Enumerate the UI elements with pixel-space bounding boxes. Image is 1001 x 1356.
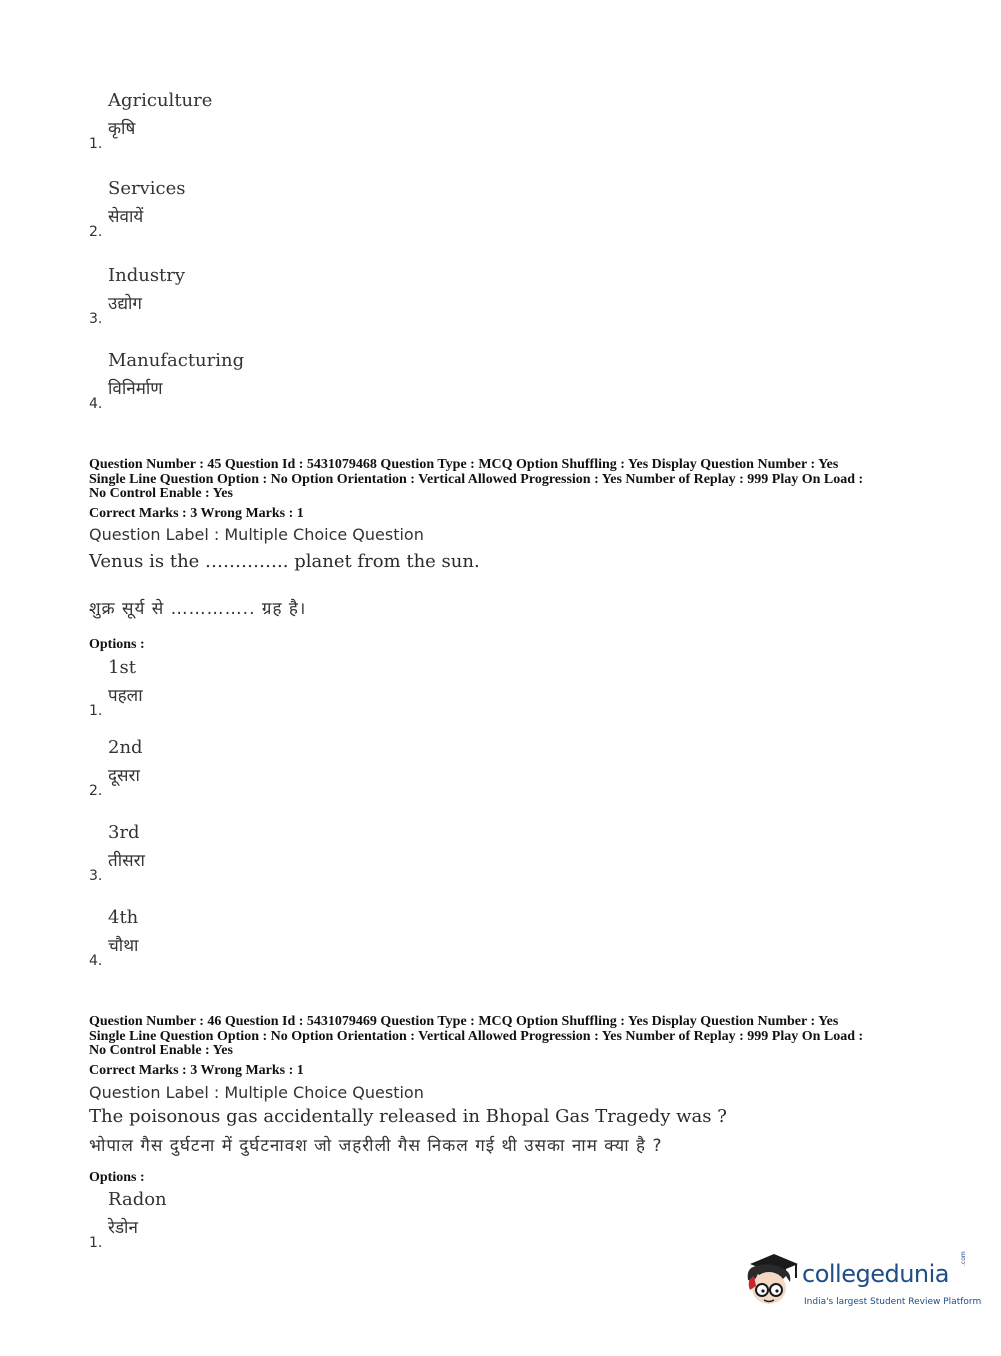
option-text-en: Agriculture: [108, 90, 213, 111]
option-text-hi: दूसरा: [108, 766, 140, 786]
option-number: 3.: [89, 868, 103, 884]
question-46-meta: [89, 1015, 919, 1059]
meta-line: No Control Enable : Yes: [89, 1043, 233, 1058]
question-45-text-en: Venus is the ………….. planet from the sun.: [89, 551, 480, 572]
option-text-hi: कृषि: [108, 119, 136, 139]
logo-com-text: .com: [960, 1251, 967, 1266]
question-46-label: Question Label : Multiple Choice Question: [89, 1083, 424, 1102]
question-46-text-en: The poisonous gas accidentally released in Bhopal Gas Tragedy was ?: [89, 1106, 727, 1127]
option-1[interactable]: [88, 90, 488, 160]
option-text-hi: चौथा: [108, 936, 139, 956]
question-46-option-1[interactable]: [88, 1189, 488, 1259]
logo-brand-text: collegedunia: [802, 1260, 950, 1288]
meta-line: Question Number : 46 Question Id : 5431079469 Question Type : MCQ Option Shuffling : Yes Display Question Number : Yes: [89, 1014, 839, 1029]
question-46-text-hi: भोपाल गैस दुर्घटना में दुर्घटनावश जो जहरीली गैस निकल गई थी उसका नाम क्या है ?: [89, 1136, 663, 1156]
option-text-en: 4th: [108, 907, 139, 928]
option-number: 1.: [89, 703, 103, 719]
option-text-hi: सेवायें: [108, 207, 144, 227]
meta-line: No Control Enable : Yes: [89, 486, 233, 501]
question-45-option-3[interactable]: [88, 822, 488, 892]
question-46-options-label: Options :: [89, 1170, 145, 1185]
option-number: 4.: [89, 953, 103, 969]
option-text-en: 3rd: [108, 822, 140, 843]
option-text-hi: विनिर्माण: [108, 379, 163, 399]
option-number: 3.: [89, 311, 103, 327]
option-number: 1.: [89, 136, 103, 152]
question-45-option-2[interactable]: [88, 737, 488, 807]
option-text-hi: उद्योग: [108, 294, 142, 314]
option-text-en: 2nd: [108, 737, 143, 758]
option-2[interactable]: [88, 178, 488, 248]
option-number: 2.: [89, 783, 103, 799]
option-3[interactable]: [88, 265, 488, 335]
option-text-en: Industry: [108, 265, 186, 286]
question-45-label: Question Label : Multiple Choice Question: [89, 525, 424, 544]
question-45-meta: [89, 458, 919, 502]
question-45-option-4[interactable]: [88, 907, 488, 977]
option-number: 2.: [89, 224, 103, 240]
logo-tagline: India's largest Student Review Platform: [804, 1297, 982, 1307]
option-text-hi: रेडोन: [108, 1218, 138, 1238]
question-45-option-1[interactable]: [88, 657, 488, 727]
mascot-graduate-icon: [742, 1250, 800, 1312]
option-text-hi: तीसरा: [108, 851, 145, 871]
question-45-options-label: Options :: [89, 637, 145, 652]
question-46-marks: Correct Marks : 3 Wrong Marks : 1: [89, 1063, 304, 1078]
collegedunia-logo[interactable]: [742, 1250, 982, 1312]
meta-line: Question Number : 45 Question Id : 5431079468 Question Type : MCQ Option Shuffling : Yes Display Question Number : Yes: [89, 457, 839, 472]
option-number: 4.: [89, 396, 103, 412]
option-text-en: Radon: [108, 1189, 167, 1210]
meta-line: Single Line Question Option : No Option Orientation : Vertical Allowed Progression : Yes Number of Replay : 999 Play On Load :: [89, 1028, 864, 1044]
option-text-hi: पहला: [108, 686, 143, 706]
option-4[interactable]: [88, 350, 488, 420]
option-number: 1.: [89, 1235, 103, 1251]
question-45-text-hi: शुक्र सूर्य से ………….. ग्रह है।: [89, 599, 307, 619]
option-text-en: Manufacturing: [108, 350, 245, 371]
meta-line: Single Line Question Option : No Option Orientation : Vertical Allowed Progression : Yes Number of Replay : 999 Play On Load :: [89, 471, 864, 487]
question-45-marks: Correct Marks : 3 Wrong Marks : 1: [89, 506, 304, 521]
option-text-en: Services: [108, 178, 186, 199]
option-text-en: 1st: [108, 657, 136, 678]
